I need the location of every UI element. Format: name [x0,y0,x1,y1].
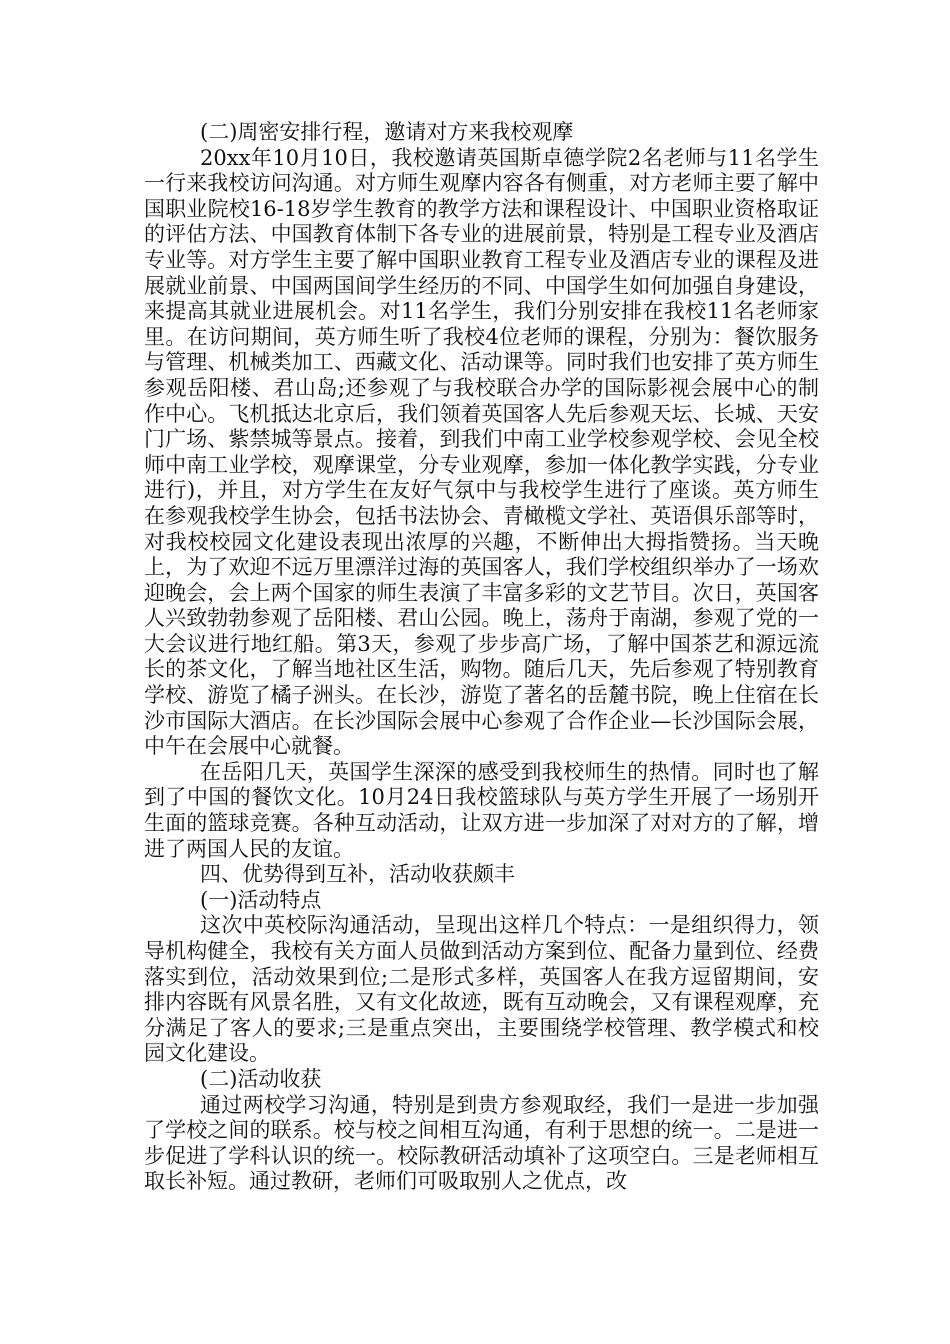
section-heading-advantages: 四、优势得到互补，活动收获颇丰 [200,862,515,887]
paragraph-yueyang-days: 在岳阳几天，英国学生深深的感受到我校师生的热情。同时也了解到了中国的餐饮文化。10月24日我校篮球队与英方学生开展了一场别开生面的篮球竞赛。各种互动活动，让双方进一步加深了对对方的了解，增进了两国人民的友谊。 [144,759,819,861]
paragraph-activity-gains: 通过两校学习沟通，特别是到贵方参观取经，我们一是进一步加强了学校之间的联系。校与校之间相互沟通，有利于思想的统一。二是进一步促进了学科认识的统一。校际教研活动填补了这项空白。三是老师相互取长补短。通过教研，老师们可吸取别人之优点，改 [144,1092,819,1194]
paragraph-visit-details: 20xx年10月10日，我校邀请英国斯卓德学院2名老师与11名学生一行来我校访问沟通。对方师生观摩内容各有侧重，对方老师主要了解中国职业院校16-18岁学生教育的教学方法和课程设计、中国职业资格取证的评估方法、中国教育体制下各专业的进展前景，特别是工程专业及酒店专业等。对方学生主要了解中国职业教育工程专业及酒店专业的课程及进展就业前景、中国两国间学生经历的不同、中国学生如何加强自身建设，来提高其就业进展机会。对11名学生，我们分别安排在我校11名老师家里。在访问期间，英方师生听了我校4位老师的课程，分别为：餐饮服务与管理、机械类加工、西藏文化、活动课等。同时我们也安排了英方师生参观岳阳楼、君山岛;还参观了与我校联合办学的国际影视会展中心的制作中心。飞机抵达北京后，我们领着英国客人先后参观天坛、长城、天安门广场、紫禁城等景点。接着，到我们中南工业学校参观学校、会见全校师中南工业学校，观摩课堂，分专业观摩，参加一体化教学实践，分专业进行)，并且，对方学生在友好气氛中与我校学生进行了座谈。英方师生在参观我校学生协会，包括书法协会、青橄榄文学社、英语俱乐部等时，对我校校园文化建设表现出浓厚的兴趣，不断伸出大拇指赞扬。当天晚上，为了欢迎不远万里漂洋过海的英国客人，我们学校组织举办了一场欢迎晚会，会上两个国家的师生表演了丰富多彩的文艺节目。次日，英国客人兴致勃勃参观了岳阳楼、君山公园。晚上，荡舟于南湖，参观了党的一大会议进行地红船。第3天，参观了步步高广场，了解中国茶艺和源远流长的茶文化，了解当地社区生活，购物。随后几天，先后参观了特别教育学校、游览了橘子洲头。在长沙，游览了著名的岳麓书院，晚上住宿在长沙市国际大酒店。在长沙国际会展中心参观了合作企业—长沙国际会展，中午在会展中心就餐。 [144,145,819,759]
subsection-heading-features: (一)活动特点 [200,887,322,912]
paragraph-activity-features: 这次中英校际沟通活动，呈现出这样几个特点：一是组织得力，领导机构健全，我校有关方面人员做到活动方案到位、配备力量到位、经费落实到位，活动效果到位;二是形式多样，英国客人在我方逗留期间，安排内容既有风景名胜，又有文化故迹，既有互动晚会，又有课程观摩，充分满足了客人的要求;三是重点突出，主要围绕学校管理、教学模式和校园文化建设。 [144,913,819,1066]
section-heading-arrange-itinerary: (二)周密安排行程，邀请对方来我校观摩 [200,120,574,144]
document-body [144,120,819,1195]
subsection-heading-gains: (二)活动收获 [200,1066,322,1091]
